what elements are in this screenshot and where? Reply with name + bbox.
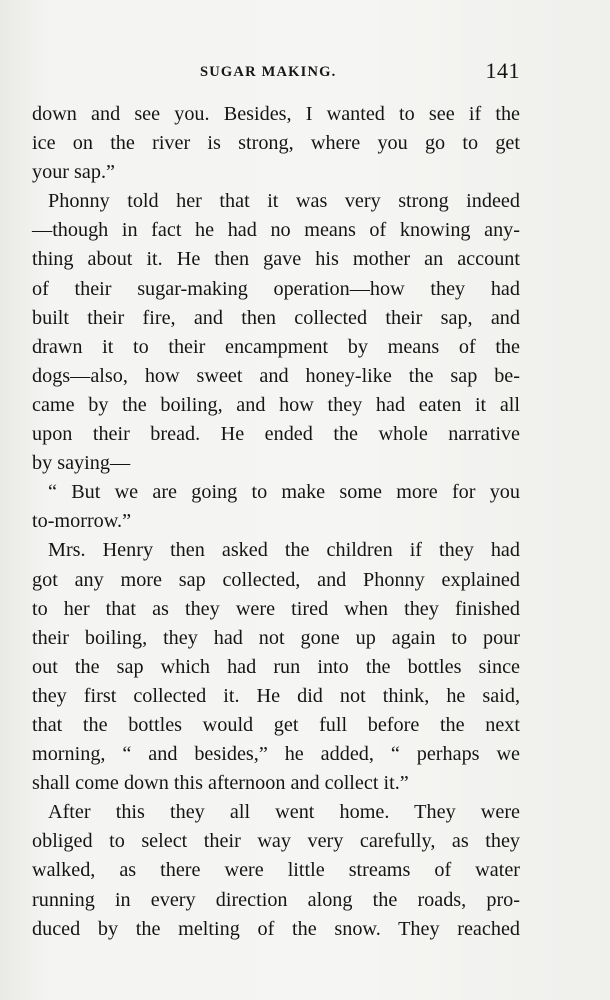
text-line: that the bottles would get full before the next [32,713,520,736]
text-line: thing about it. He then gave his mother an account [32,248,520,271]
text-line: to-morrow.” [32,510,132,533]
text-line: —though in fact he had no means of knowing any- [32,219,520,242]
text-line: out the sap which had run into the bottles since [32,655,520,678]
page-number: 141 [485,58,520,83]
body-text [32,100,520,944]
text-line: down and see you. Besides, I wanted to see if the [32,103,520,125]
running-head [32,58,520,88]
text-line: their boiling, they had not gone up again to pour [32,626,520,649]
text-line: walked, as there were little streams of water [32,859,520,882]
text-line: duced by the melting of the snow. They reached [32,917,520,940]
text-line: upon their bread. He ended the whole narrative [32,423,520,446]
text-line: of their sugar-making operation—how they had [32,277,520,300]
text-line: shall come down this afternoon and collect it.” [32,772,409,795]
paragraph-start-line: “ But we are going to make some more for you [48,481,520,504]
text-line: to her that as they were tired when they finished [32,597,520,620]
text-line: got any more sap collected, and Phonny explained [32,568,520,591]
text-line: came by the boiling, and how they had eaten it all [32,393,520,416]
text-line: drawn it to their encampment by means of the [32,335,520,358]
text-line: built their fire, and then collected their sap, and [32,306,520,329]
text-line: your sap.” [32,161,115,184]
text-line: obliged to select their way very carefully, as they [32,830,520,853]
text-line: morning, “ and besides,” he added, “ perhaps we [32,743,520,766]
text-line: by saying— [32,452,131,475]
text-line: dogs—also, how sweet and honey-like the sap be- [32,364,520,387]
paragraph-start-line: After this they all went home. They were [48,801,520,824]
paragraph-start-line: Mrs. Henry then asked the children if they had [48,539,520,562]
text-line: running in every direction along the roads, pro- [32,888,520,911]
text-line: ice on the river is strong, where you go to get [32,132,520,155]
text-line: they first collected it. He did not think, he said, [32,684,520,707]
chapter-title: SUGAR MAKING. [200,64,337,80]
paragraph-start-line: Phonny told her that it was very strong indeed [48,190,520,213]
